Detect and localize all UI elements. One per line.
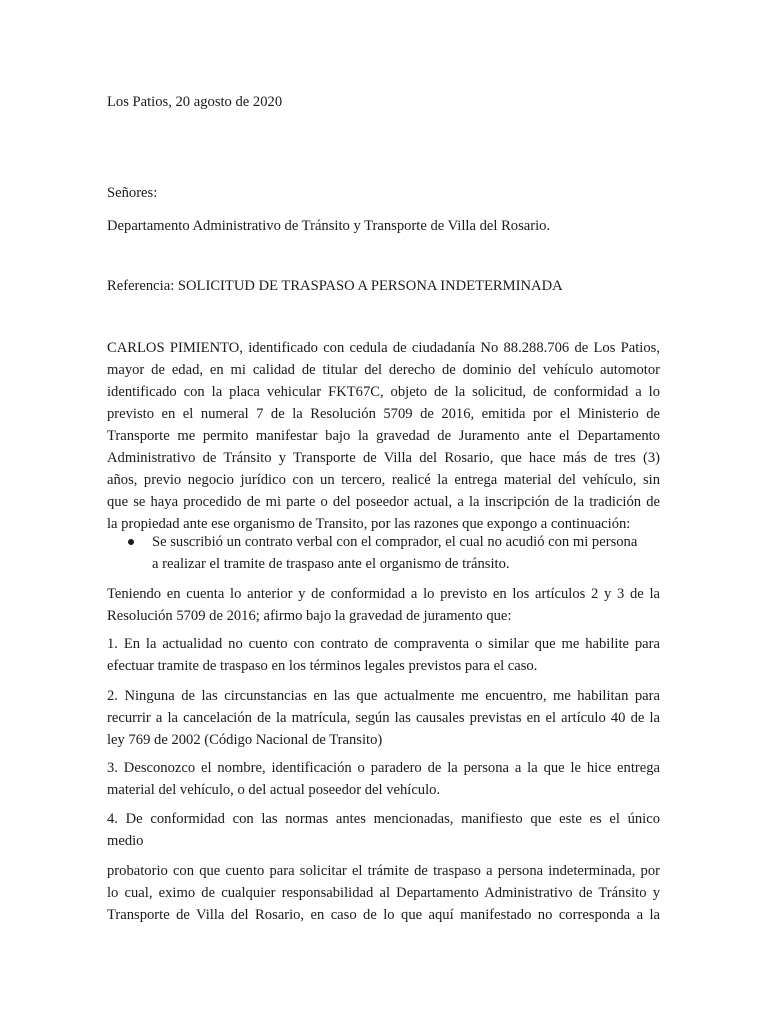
paragraph-line: años, previo negocio jurídico con un tercero, realicé la entrega material del vehículo, sin	[107, 472, 660, 488]
paragraph-line: identificado con la placa vehicular FKT67C, objeto de la solicitud, de conformidad a lo	[107, 384, 660, 400]
bullet-line: a realizar el tramite de traspaso ante el organismo de tránsito.	[152, 556, 510, 572]
paragraph-line: Teniendo en cuenta lo anterior y de conformidad a lo previsto en los artículos 2 y 3 de la	[107, 586, 660, 602]
paragraph-line: mayor de edad, en mi calidad de titular del derecho de dominio del vehículo automotor	[107, 362, 660, 378]
bullet-icon	[128, 539, 134, 545]
reference-text: SOLICITUD DE TRASPASO A PERSONA INDETERMINADA	[174, 278, 563, 294]
item-2-paragraph	[107, 685, 660, 751]
reference-line	[107, 275, 563, 297]
item-3-paragraph	[107, 757, 660, 801]
paragraph-line: que se haya procedido de mi parte o del poseedor actual, a la inscripción de la tradición de	[107, 494, 660, 510]
bullet-line: Se suscribió un contrato verbal con el comprador, el cual no acudió con mi persona	[152, 534, 638, 550]
paragraph-line: recurrir a la cancelación de la matrícula, según las causales previstas en el artículo 40 de la	[107, 710, 660, 726]
recipient-entity: Departamento Administrativo de Tránsito y Transporte de Villa del Rosario.	[107, 218, 551, 234]
context-paragraph	[107, 583, 660, 627]
paragraph-line: Transporte me permito manifestar bajo la gravedad de Juramento ante el Departamento	[107, 428, 660, 444]
paragraph-line: 4. De conformidad con las normas antes mencionadas, manifiesto que este es el único	[107, 811, 660, 827]
paragraph-line: efectuar tramite de traspaso en los términos legales previstos para el caso.	[107, 658, 538, 674]
paragraph-line: lo cual, eximo de cualquier responsabilidad al Departamento Administrativo de Tránsito y	[107, 885, 660, 901]
item-1-paragraph	[107, 633, 660, 677]
paragraph-line: Resolución 5709 de 2016; afirmo bajo la gravedad de juramento que:	[107, 608, 512, 624]
paragraph-line: material del vehículo, o del actual poseedor del vehículo.	[107, 782, 441, 798]
paragraph-line: CARLOS PIMIENTO, identificado con cedula de ciudadanía No 88.288.706 de Los Patios,	[107, 340, 660, 356]
paragraph-line: Administrativo de Tránsito y Transporte de Villa del Rosario, que hace más de tres (3)	[107, 450, 660, 466]
closing-paragraph	[107, 860, 660, 926]
place-date: Los Patios, 20 agosto de 2020	[107, 94, 283, 110]
paragraph-line: previsto en el numeral 7 de la Resolución 5709 de 2016, emitida por el Ministerio de	[107, 406, 660, 422]
item-4-paragraph	[107, 808, 660, 852]
paragraph-line: la propiedad ante ese organismo de Transito, por las razones que expongo a continuación:	[107, 516, 631, 532]
paragraph-line: 1. En la actualidad no cuento con contrato de compraventa o similar que me habilite para	[107, 636, 660, 652]
paragraph-line: 2. Ninguna de las circunstancias en las que actualmente me encuentro, me habilitan para	[107, 688, 660, 704]
paragraph-line: ley 769 de 2002 (Código Nacional de Transito)	[107, 732, 383, 748]
paragraph-line: medio	[107, 833, 144, 849]
salutation: Señores:	[107, 185, 158, 201]
paragraph-line: 3. Desconozco el nombre, identificación o paradero de la persona a la que le hice entrega	[107, 760, 660, 776]
paragraph-line: probatorio con que cuento para solicitar el trámite de traspaso a persona indeterminada, por	[107, 863, 660, 879]
bullet-text	[152, 531, 660, 575]
reference-label: Referencia:	[107, 278, 175, 294]
intro-paragraph	[107, 337, 660, 535]
paragraph-line: Transporte de Villa del Rosario, en caso de lo que aquí manifestado no corresponda a la	[107, 907, 660, 923]
